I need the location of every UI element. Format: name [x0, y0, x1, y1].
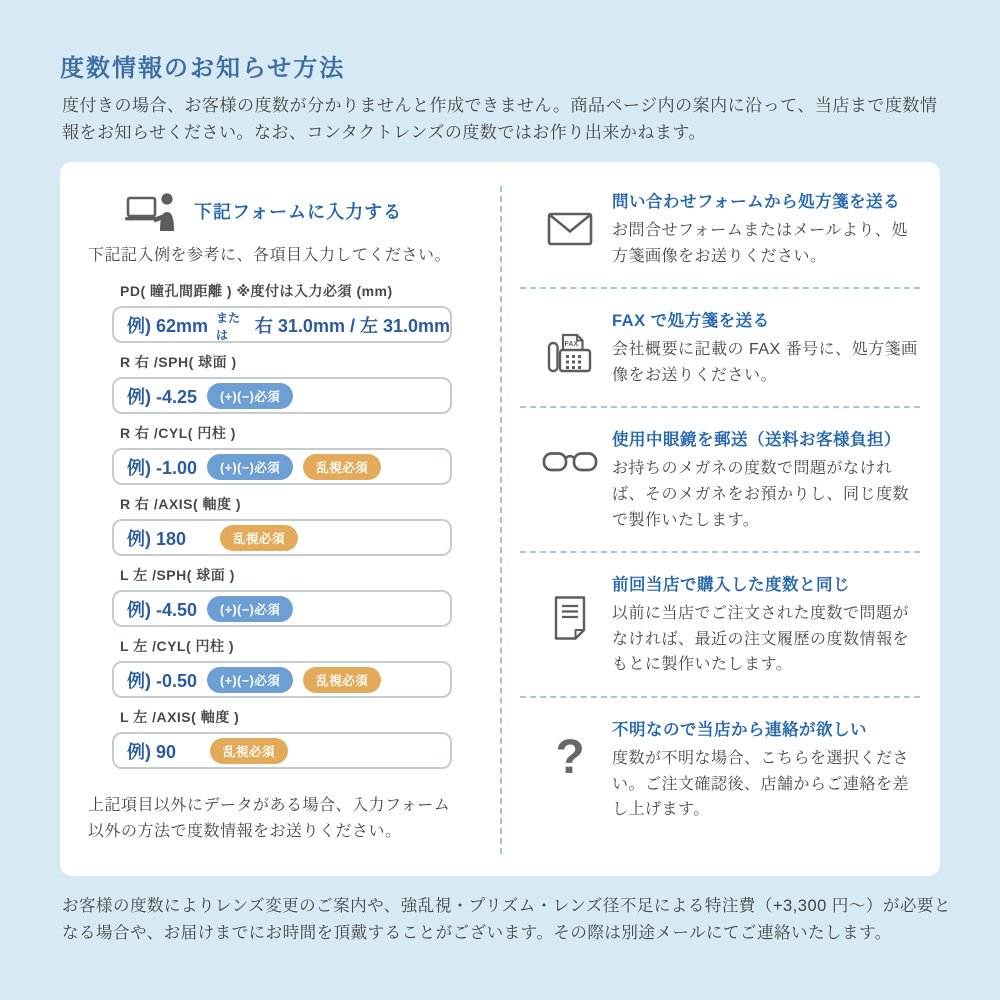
- form-fields: [112, 281, 452, 769]
- method-fax: [500, 307, 940, 388]
- badge-plus-minus-required: (+)(−)必須: [207, 667, 293, 693]
- method-title: 前回当店で購入した度数と同じ: [612, 576, 850, 595]
- field-example-box: [112, 732, 452, 769]
- field-r-axis: [112, 494, 452, 556]
- field-label: R 右 /CYL( 円柱 ): [120, 425, 236, 441]
- field-pd: [112, 281, 452, 343]
- field-value: 例) -1.00: [127, 457, 198, 478]
- method-contact-me: [500, 716, 940, 823]
- badge-astigmatism-required: 乱視必須: [303, 667, 381, 693]
- field-l-cyl: [112, 636, 452, 698]
- form-subheading: 下記記入例を参考に、各項目入力してください。: [88, 247, 452, 264]
- badge-plus-minus-required: (+)(−)必須: [207, 454, 293, 480]
- badge-plus-minus-required: (+)(−)必須: [207, 383, 293, 409]
- field-example-box: [112, 519, 452, 556]
- field-value: 例) 62mm: [127, 315, 209, 336]
- form-column: [60, 162, 500, 876]
- field-r-cyl: [112, 423, 452, 485]
- field-r-sph: [112, 352, 452, 414]
- field-value: 例) 90: [127, 741, 177, 762]
- envelope-icon: [542, 212, 598, 246]
- method-body: お持ちのメガネの度数で問題がなければ、そのメガネをお預かりし、同じ度数で製作いたします。: [612, 460, 910, 529]
- field-label: L 左 /AXIS( 軸度 ): [120, 709, 240, 725]
- field-label: L 左 /CYL( 円柱 ): [120, 638, 235, 654]
- form-header: [124, 190, 500, 232]
- badge-astigmatism-required: 乱視必須: [210, 738, 288, 764]
- badge-plus-minus-required: (+)(−)必須: [207, 596, 293, 622]
- field-example-box: [112, 590, 452, 627]
- field-value: 例) 180: [127, 528, 187, 549]
- methods-card: [60, 162, 940, 876]
- field-example-box: [112, 448, 452, 485]
- field-example-box: [112, 661, 452, 698]
- dashed-separator: [520, 696, 920, 698]
- field-l-axis: [112, 707, 452, 769]
- method-body: 会社概要に記載の FAX 番号に、処方箋画像をお送りください。: [612, 341, 918, 384]
- method-mail-glasses: [500, 426, 940, 533]
- field-example-box: [112, 306, 452, 343]
- method-body: 度数が不明な場合、こちらを選択ください。ご注文確認後、店舗からご連絡を差し上げます。: [612, 749, 910, 819]
- method-body: 以前に当店でご注文された度数で問題がなければ、最近の注文履歴の度数情報をもとに製作いたします。: [612, 605, 910, 674]
- person-at-laptop-icon: [124, 191, 178, 231]
- method-body: お問合せフォームまたはメールより、処方箋画像をお送りください。: [612, 222, 908, 265]
- intro-text: 度付きの場合、お客様の度数が分かりませんと作成できません。商品ページ内の案内に沿って、当店まで度数情報をお知らせください。なお、コンタクトレンズの度数ではお作り出来かねます。: [62, 96, 938, 143]
- form-note: 上記項目以外にデータがある場合、入力フォーム以外の方法で度数情報をお送りください。: [88, 797, 451, 840]
- field-value: 例) -4.50: [127, 599, 198, 620]
- method-previous-order: [500, 571, 940, 678]
- glasses-icon: [542, 450, 598, 474]
- field-value: 例) -4.25: [127, 386, 198, 407]
- field-example-box: [112, 377, 452, 414]
- dashed-separator: [520, 406, 920, 408]
- question-icon: ?: [555, 730, 585, 784]
- field-l-sph: [112, 565, 452, 627]
- field-label: R 右 /AXIS( 軸度 ): [120, 496, 242, 512]
- dashed-separator: [520, 551, 920, 553]
- svg-text:FAX: FAX: [564, 341, 579, 349]
- field-label: L 左 /SPH( 球面 ): [120, 567, 235, 583]
- method-title: 不明なので当店から連絡が欲しい: [612, 720, 867, 739]
- form-heading: 下記フォームに入力する: [194, 202, 403, 222]
- badge-astigmatism-required: 乱視必須: [220, 525, 298, 551]
- field-label: PD( 瞳孔間距離 ) ※度付は入力必須 (mm): [120, 283, 393, 299]
- method-contact-form: [500, 188, 940, 269]
- page-title: 度数情報のお知らせ方法: [60, 55, 346, 82]
- method-title: 使用中眼鏡を郵送（送料お客様負担）: [612, 431, 901, 450]
- field-value-2: 右 31.0mm / 左 31.0mm: [254, 315, 450, 336]
- field-value: 例) -0.50: [127, 670, 198, 691]
- method-title: FAX で処方箋を送る: [612, 312, 770, 331]
- fax-icon: [542, 331, 598, 377]
- field-label: R 右 /SPH( 球面 ): [120, 354, 237, 370]
- badge-astigmatism-required: 乱視必須: [303, 454, 381, 480]
- footer-note: お客様の度数によりレンズ変更のご案内や、強乱視・プリズム・レンズ径不足による特注費（+3,300 円〜）が必要となる場合や、お届けまでにお時間を頂戴することがございます。その際は別途メールにてご連絡いたします。: [62, 897, 951, 942]
- dashed-separator: [520, 287, 920, 289]
- method-title: 問い合わせフォームから処方箋を送る: [612, 193, 901, 211]
- document-icon: [542, 595, 598, 641]
- other-methods-column: [500, 162, 940, 876]
- field-conjunction: または: [216, 310, 241, 342]
